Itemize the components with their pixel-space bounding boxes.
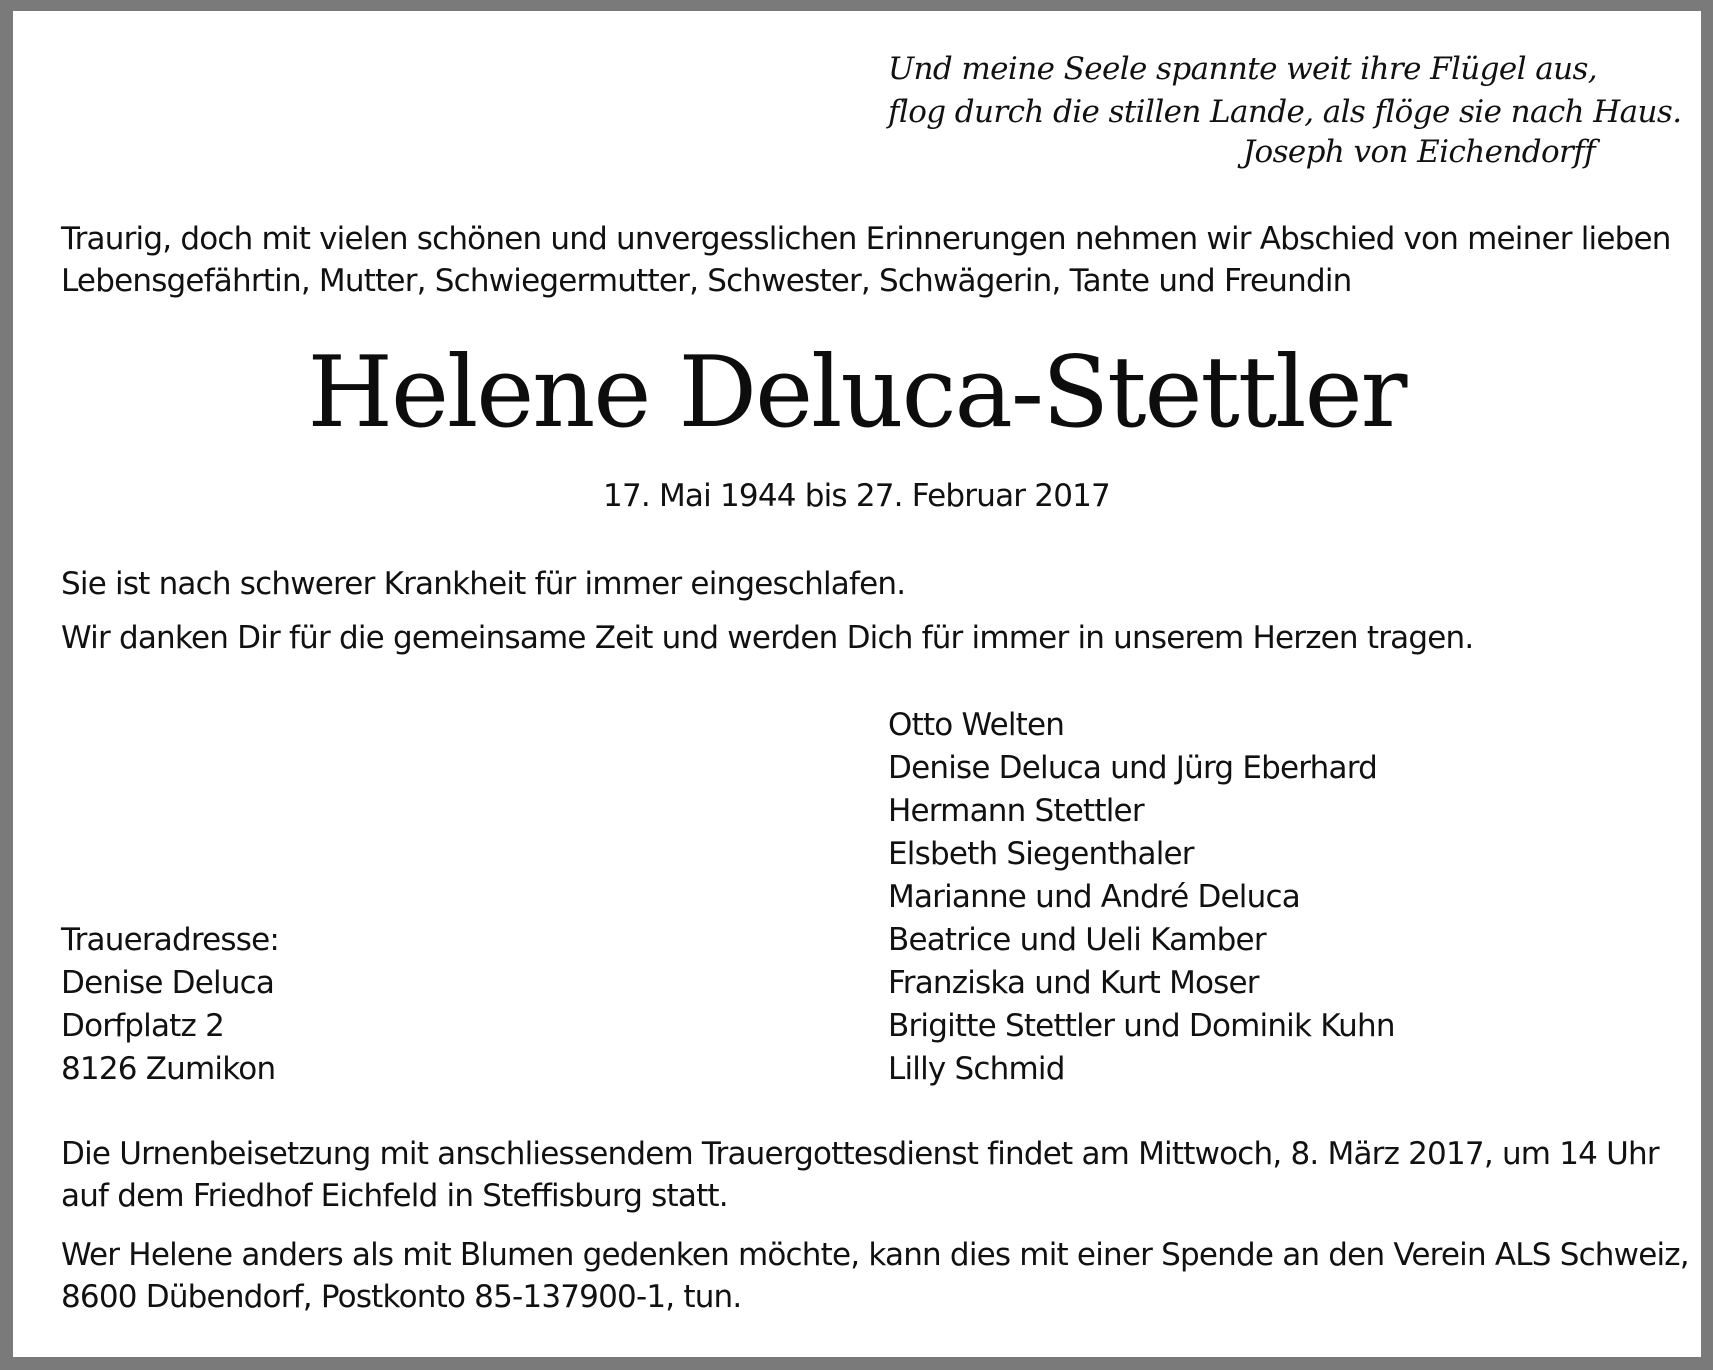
mourner-name: Denise Deluca und Jürg Eberhard xyxy=(888,750,1377,786)
mourner-name: Elsbeth Siegenthaler xyxy=(888,836,1194,872)
ceremony-line-2: auf dem Friedhof Eichfeld in Steffisburg statt. xyxy=(61,1178,728,1214)
address-name: Denise Deluca xyxy=(61,965,275,1001)
statement-thanks: Wir danken Dir für die gemeinsame Zeit und werden Dich für immer in unserem Herzen tragen. xyxy=(61,620,1474,656)
mourner-name: Brigitte Stettler und Dominik Kuhn xyxy=(888,1008,1395,1044)
ceremony-line-1: Die Urnenbeisetzung mit anschliessendem Trauergottesdienst findet am Mittwoch, 8. März 2017, um 14 Uhr xyxy=(61,1136,1659,1172)
deceased-name: Helene Deluca-Stettler xyxy=(307,336,1406,450)
address-street: Dorfplatz 2 xyxy=(61,1008,224,1044)
intro-line-1: Traurig, doch mit vielen schönen und unvergesslichen Erinnerungen nehmen wir Abschied von meiner lieben xyxy=(61,221,1671,257)
poem-line-2: flog durch die stillen Lande, als flöge sie nach Haus. xyxy=(888,94,1682,130)
donation-line-2: 8600 Dübendorf, Postkonto 85-137900-1, tun. xyxy=(61,1279,742,1315)
donation-paragraph xyxy=(61,1234,1689,1318)
mourner-name: Otto Welten xyxy=(888,707,1065,743)
address-city: 8126 Zumikon xyxy=(61,1051,276,1087)
intro-paragraph xyxy=(61,218,1671,302)
mourner-name: Franziska und Kurt Moser xyxy=(888,965,1259,1001)
mourning-address xyxy=(61,919,279,1091)
mourner-name: Beatrice und Ueli Kamber xyxy=(888,922,1266,958)
statement-illness: Sie ist nach schwerer Krankheit für immer eingeschlafen. xyxy=(61,566,906,602)
mourners-list xyxy=(888,704,1395,1091)
donation-line-1: Wer Helene anders als mit Blumen gedenken möchte, kann dies mit einer Spende an den Verein ALS Schweiz, xyxy=(61,1237,1689,1273)
mourner-name: Hermann Stettler xyxy=(888,793,1144,829)
ceremony-paragraph xyxy=(61,1133,1659,1217)
poem-line-1: Und meine Seele spannte weit ihre Flügel aus, xyxy=(888,51,1598,87)
life-dates: 17. Mai 1944 bis 27. Februar 2017 xyxy=(603,478,1110,514)
poem-author: Joseph von Eichendorff xyxy=(1242,134,1595,170)
poem-quote xyxy=(888,48,1681,134)
address-heading: Traueradresse: xyxy=(61,922,280,958)
mourner-name: Marianne und André Deluca xyxy=(888,879,1300,915)
mourner-name: Lilly Schmid xyxy=(888,1051,1065,1087)
intro-line-2: Lebensgefährtin, Mutter, Schwiegermutter, Schwester, Schwägerin, Tante und Freundin xyxy=(61,263,1352,299)
